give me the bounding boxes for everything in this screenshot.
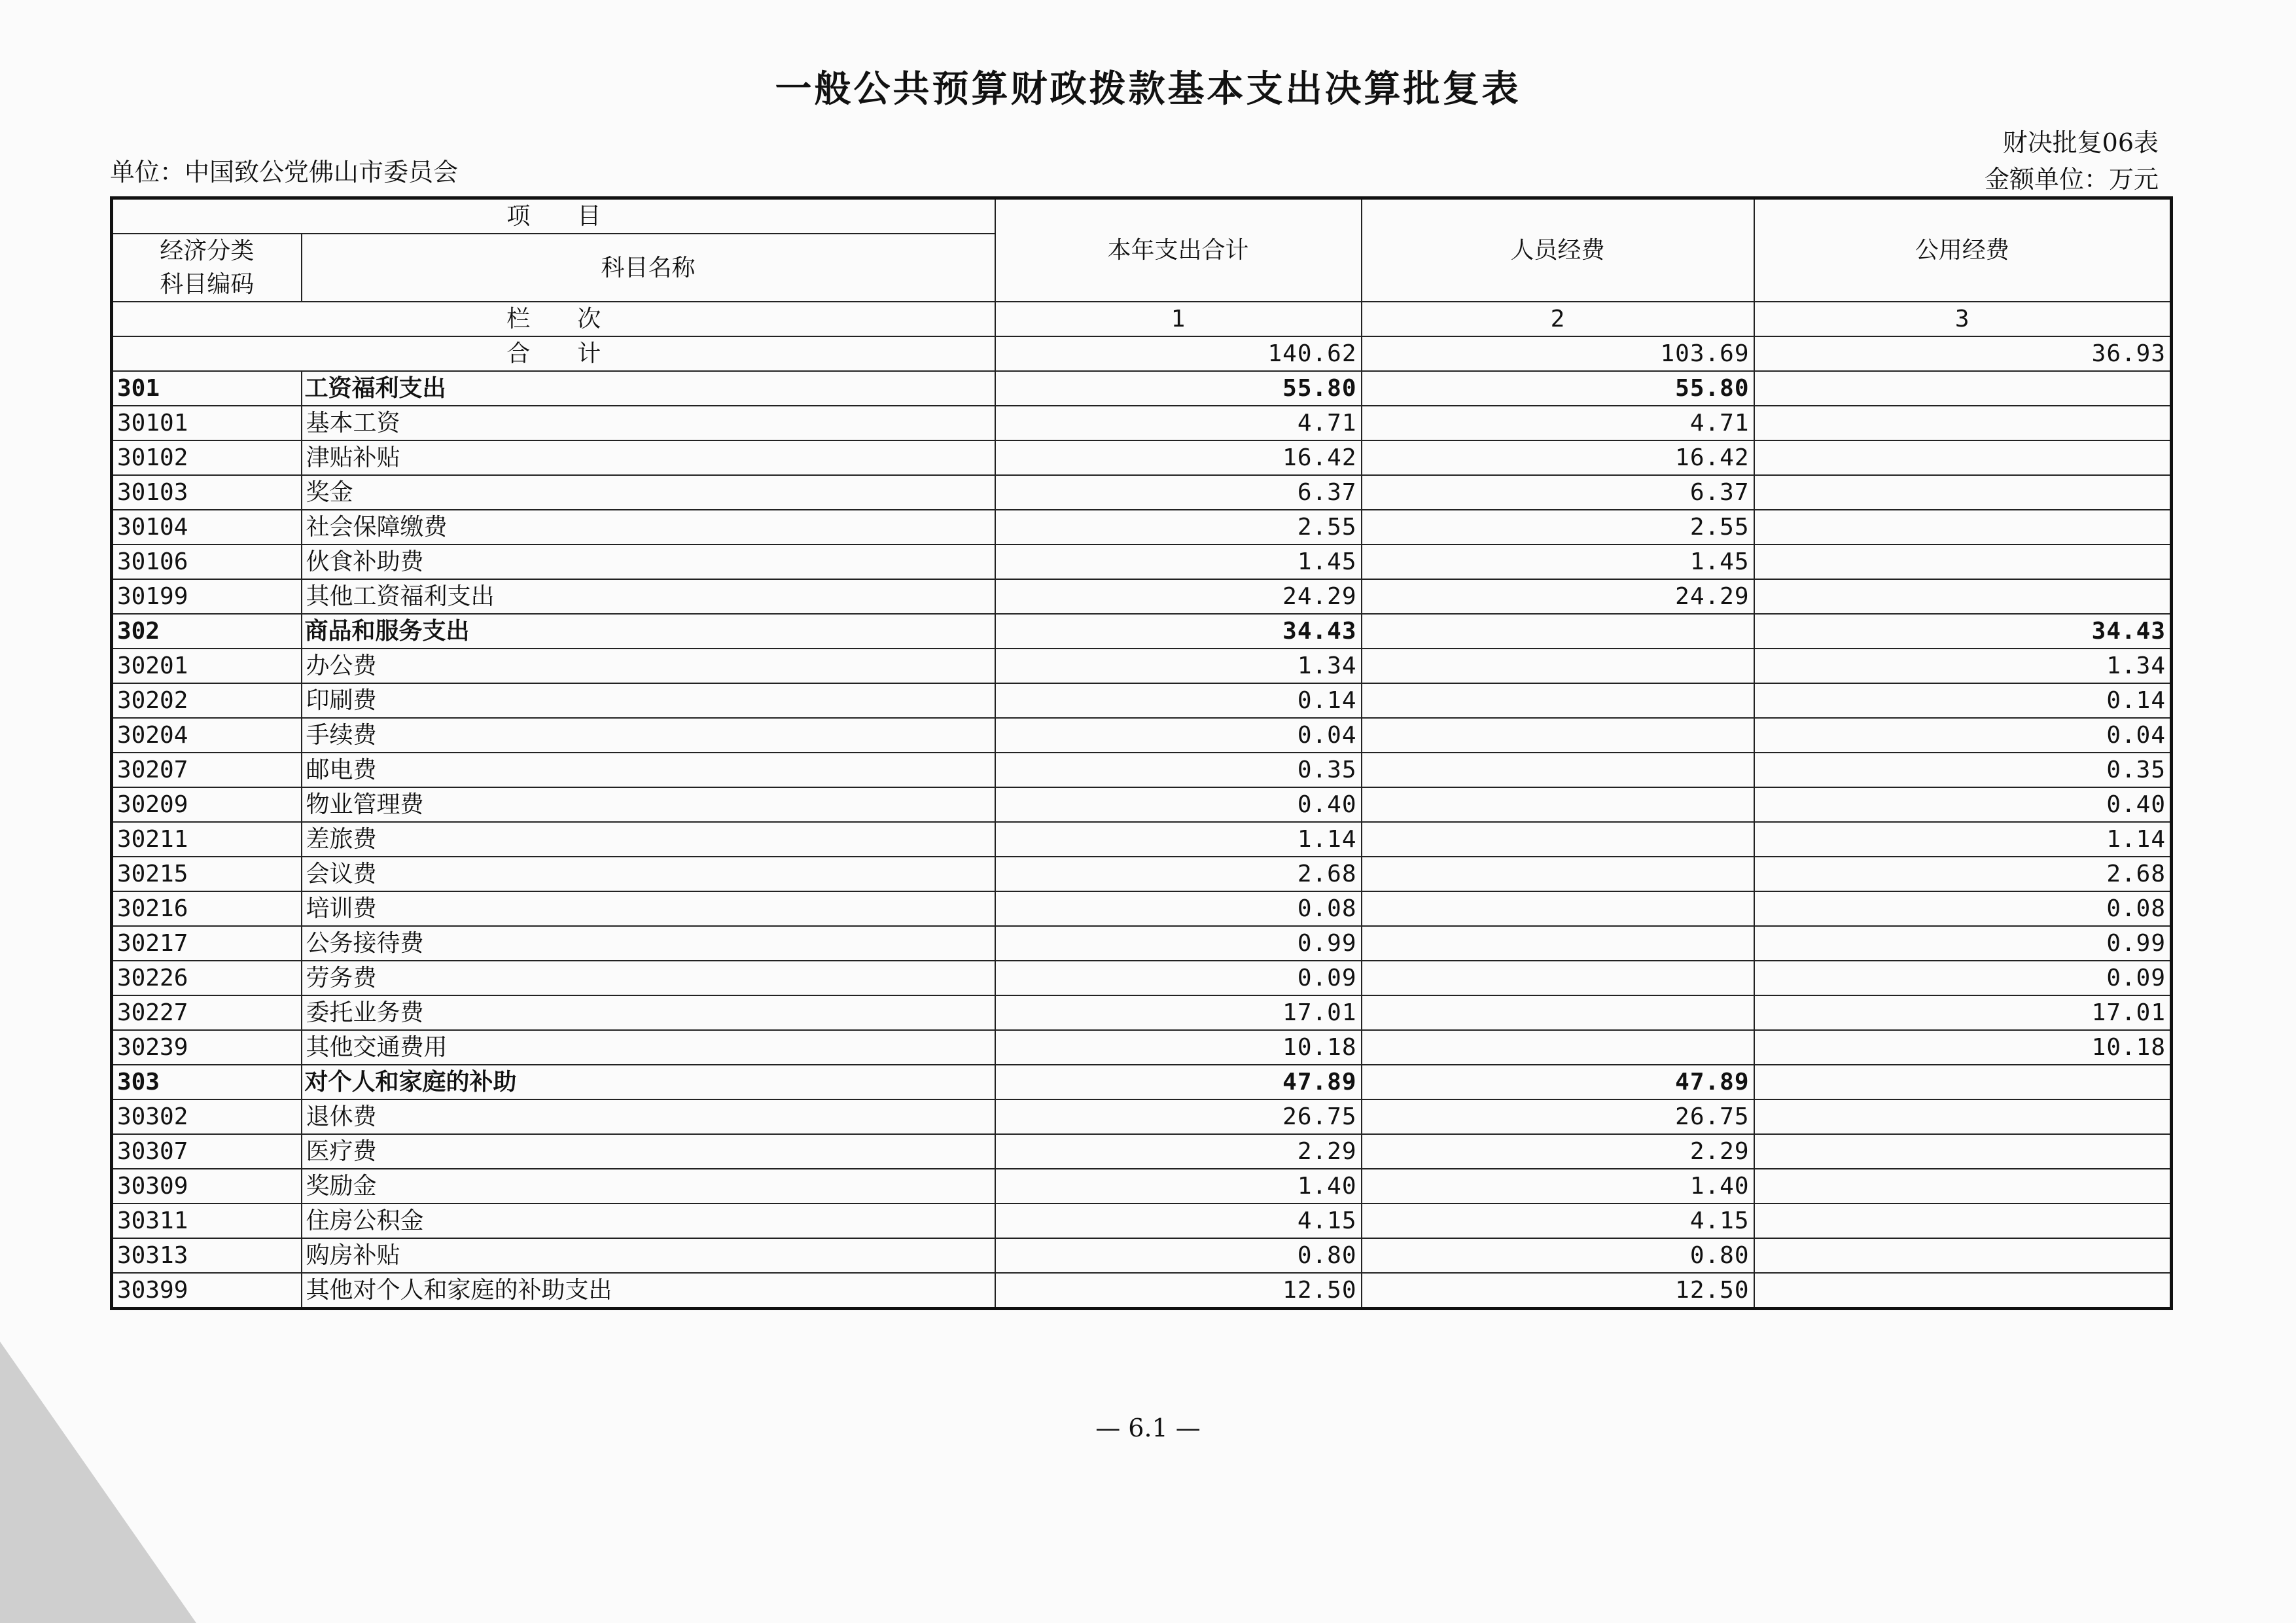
table-row xyxy=(112,440,2172,475)
total-value: 16.42 xyxy=(995,440,1362,475)
total-value: 4.71 xyxy=(995,406,1362,440)
public-value: 0.35 xyxy=(1754,753,2172,787)
total-sum: 140.62 xyxy=(995,336,1362,371)
table-row xyxy=(112,891,2172,926)
personnel-value xyxy=(1362,891,1754,926)
total-personnel: 103.69 xyxy=(1362,336,1754,371)
total-value: 2.68 xyxy=(995,857,1362,891)
total-row xyxy=(112,336,2172,371)
col-personnel-header: 人员经费 xyxy=(1362,198,1754,302)
table-row xyxy=(112,510,2172,544)
subject-code: 30307 xyxy=(112,1134,302,1169)
econ-class-line2: 科目编码 xyxy=(160,271,255,298)
total-value: 55.80 xyxy=(995,371,1362,406)
public-value xyxy=(1754,1204,2172,1238)
subject-code: 303 xyxy=(112,1065,302,1099)
public-value: 0.99 xyxy=(1754,926,2172,961)
subject-name: 公务接待费 xyxy=(302,926,995,961)
personnel-value xyxy=(1362,683,1754,718)
subject-name: 邮电费 xyxy=(302,753,995,787)
subject-code: 30309 xyxy=(112,1169,302,1204)
subject-name: 津贴补贴 xyxy=(302,440,995,475)
table-row xyxy=(112,683,2172,718)
subject-code: 30204 xyxy=(112,718,302,753)
subject-name: 其他交通费用 xyxy=(302,1030,995,1065)
public-value xyxy=(1754,1238,2172,1273)
table-row xyxy=(112,1030,2172,1065)
table-row xyxy=(112,1134,2172,1169)
public-value: 10.18 xyxy=(1754,1030,2172,1065)
col-number-3: 3 xyxy=(1754,302,2172,336)
total-value: 47.89 xyxy=(995,1065,1362,1099)
subject-name: 委托业务费 xyxy=(302,995,995,1030)
public-value xyxy=(1754,510,2172,544)
personnel-value xyxy=(1362,961,1754,995)
total-value: 2.29 xyxy=(995,1134,1362,1169)
public-value xyxy=(1754,1134,2172,1169)
subject-name: 工资福利支出 xyxy=(302,371,995,406)
table-row xyxy=(112,926,2172,961)
subject-code: 30399 xyxy=(112,1273,302,1309)
personnel-value: 16.42 xyxy=(1362,440,1754,475)
total-value: 0.35 xyxy=(995,753,1362,787)
subject-name: 手续费 xyxy=(302,718,995,753)
public-value xyxy=(1754,1169,2172,1204)
table-group-row xyxy=(112,614,2172,649)
subject-code: 30201 xyxy=(112,649,302,683)
total-public: 36.93 xyxy=(1754,336,2172,371)
table-row xyxy=(112,995,2172,1030)
subject-code: 30102 xyxy=(112,440,302,475)
subject-name: 奖励金 xyxy=(302,1169,995,1204)
personnel-value: 1.40 xyxy=(1362,1169,1754,1204)
subject-name: 医疗费 xyxy=(302,1134,995,1169)
personnel-value xyxy=(1362,822,1754,857)
personnel-value: 55.80 xyxy=(1362,371,1754,406)
public-value: 0.08 xyxy=(1754,891,2172,926)
table-row xyxy=(112,822,2172,857)
personnel-value xyxy=(1362,857,1754,891)
subject-name: 基本工资 xyxy=(302,406,995,440)
amount-unit: 金额单位：万元 xyxy=(1984,165,2159,194)
total-value: 24.29 xyxy=(995,579,1362,614)
personnel-value xyxy=(1362,787,1754,822)
subject-name: 差旅费 xyxy=(302,822,995,857)
table-row xyxy=(112,1273,2172,1309)
page-number: — 6.1 — xyxy=(1095,1414,1201,1442)
subject-code: 30217 xyxy=(112,926,302,961)
total-value: 0.08 xyxy=(995,891,1362,926)
subject-name: 对个人和家庭的补助 xyxy=(302,1065,995,1099)
total-value: 0.04 xyxy=(995,718,1362,753)
total-value: 34.43 xyxy=(995,614,1362,649)
form-info xyxy=(1985,124,2159,198)
total-label: 合 计 xyxy=(112,336,995,371)
table-row xyxy=(112,1238,2172,1273)
total-value: 4.15 xyxy=(995,1204,1362,1238)
personnel-value: 0.80 xyxy=(1362,1238,1754,1273)
subject-code: 30215 xyxy=(112,857,302,891)
econ-class-line1: 经济分类 xyxy=(160,238,255,264)
total-value: 0.99 xyxy=(995,926,1362,961)
col-total-header: 本年支出合计 xyxy=(995,198,1362,302)
public-value xyxy=(1754,475,2172,510)
public-value xyxy=(1754,1099,2172,1134)
subject-name: 退休费 xyxy=(302,1099,995,1134)
subject-code: 30302 xyxy=(112,1099,302,1134)
subject-name: 办公费 xyxy=(302,649,995,683)
public-value xyxy=(1754,440,2172,475)
total-value: 0.80 xyxy=(995,1238,1362,1273)
table-row xyxy=(112,961,2172,995)
subject-name: 社会保障缴费 xyxy=(302,510,995,544)
form-number: 财决批复06表 xyxy=(2002,128,2159,157)
public-value: 0.09 xyxy=(1754,961,2172,995)
total-value: 6.37 xyxy=(995,475,1362,510)
subject-code: 302 xyxy=(112,614,302,649)
personnel-value: 6.37 xyxy=(1362,475,1754,510)
public-value: 0.14 xyxy=(1754,683,2172,718)
subject-name: 购房补贴 xyxy=(302,1238,995,1273)
subject-code: 30202 xyxy=(112,683,302,718)
public-value xyxy=(1754,1273,2172,1309)
total-value: 0.40 xyxy=(995,787,1362,822)
subject-code: 30313 xyxy=(112,1238,302,1273)
subject-name: 劳务费 xyxy=(302,961,995,995)
subject-name: 奖金 xyxy=(302,475,995,510)
col-number-1: 1 xyxy=(995,302,1362,336)
subject-code: 30103 xyxy=(112,475,302,510)
personnel-value: 2.29 xyxy=(1362,1134,1754,1169)
table-row xyxy=(112,718,2172,753)
column-order-row xyxy=(112,302,2172,336)
expenditure-table xyxy=(110,196,2173,1310)
personnel-value: 1.45 xyxy=(1362,544,1754,579)
subject-code: 30216 xyxy=(112,891,302,926)
subject-name: 物业管理费 xyxy=(302,787,995,822)
table-row xyxy=(112,579,2172,614)
table-row xyxy=(112,1099,2172,1134)
subject-name: 商品和服务支出 xyxy=(302,614,995,649)
personnel-value xyxy=(1362,926,1754,961)
total-value: 0.09 xyxy=(995,961,1362,995)
table-row xyxy=(112,787,2172,822)
reporting-unit: 单位：中国致公党佛山市委员会 xyxy=(110,158,459,187)
subject-code: 30199 xyxy=(112,579,302,614)
subject-code: 30226 xyxy=(112,961,302,995)
personnel-value: 24.29 xyxy=(1362,579,1754,614)
table-row xyxy=(112,406,2172,440)
personnel-value xyxy=(1362,614,1754,649)
column-order-label: 栏 次 xyxy=(112,302,995,336)
total-value: 1.40 xyxy=(995,1169,1362,1204)
public-value: 34.43 xyxy=(1754,614,2172,649)
personnel-value xyxy=(1362,718,1754,753)
subject-name: 伙食补助费 xyxy=(302,544,995,579)
subject-code: 301 xyxy=(112,371,302,406)
subject-name: 印刷费 xyxy=(302,683,995,718)
personnel-value: 26.75 xyxy=(1362,1099,1754,1134)
subject-code: 30207 xyxy=(112,753,302,787)
total-value: 12.50 xyxy=(995,1273,1362,1309)
public-value xyxy=(1754,1065,2172,1099)
table-group-row xyxy=(112,1065,2172,1099)
public-value: 2.68 xyxy=(1754,857,2172,891)
project-header: 项 目 xyxy=(112,198,995,234)
subject-name-header: 科目名称 xyxy=(302,234,995,302)
total-value: 1.34 xyxy=(995,649,1362,683)
subject-code: 30106 xyxy=(112,544,302,579)
public-value: 1.14 xyxy=(1754,822,2172,857)
col-number-2: 2 xyxy=(1362,302,1754,336)
public-value xyxy=(1754,371,2172,406)
personnel-value: 4.15 xyxy=(1362,1204,1754,1238)
subject-code: 30209 xyxy=(112,787,302,822)
total-value: 26.75 xyxy=(995,1099,1362,1134)
total-value: 10.18 xyxy=(995,1030,1362,1065)
personnel-value xyxy=(1362,753,1754,787)
subject-code: 30104 xyxy=(112,510,302,544)
subject-name: 其他工资福利支出 xyxy=(302,579,995,614)
table-row xyxy=(112,544,2172,579)
total-value: 17.01 xyxy=(995,995,1362,1030)
econ-class-header xyxy=(112,234,302,302)
personnel-value: 2.55 xyxy=(1362,510,1754,544)
table-group-row xyxy=(112,371,2172,406)
public-value: 0.04 xyxy=(1754,718,2172,753)
total-value: 1.45 xyxy=(995,544,1362,579)
folded-corner xyxy=(0,1342,196,1623)
subject-name: 其他对个人和家庭的补助支出 xyxy=(302,1273,995,1309)
table-row xyxy=(112,475,2172,510)
header-project-row xyxy=(112,198,2172,234)
subject-name: 住房公积金 xyxy=(302,1204,995,1238)
public-value: 17.01 xyxy=(1754,995,2172,1030)
subject-name: 培训费 xyxy=(302,891,995,926)
total-value: 1.14 xyxy=(995,822,1362,857)
subject-code: 30311 xyxy=(112,1204,302,1238)
subject-code: 30101 xyxy=(112,406,302,440)
subject-code: 30227 xyxy=(112,995,302,1030)
col-public-header: 公用经费 xyxy=(1754,198,2172,302)
personnel-value: 12.50 xyxy=(1362,1273,1754,1309)
personnel-value: 4.71 xyxy=(1362,406,1754,440)
public-value xyxy=(1754,544,2172,579)
total-value: 0.14 xyxy=(995,683,1362,718)
subject-name: 会议费 xyxy=(302,857,995,891)
personnel-value xyxy=(1362,995,1754,1030)
personnel-value xyxy=(1362,1030,1754,1065)
public-value: 1.34 xyxy=(1754,649,2172,683)
personnel-value xyxy=(1362,649,1754,683)
table-row xyxy=(112,649,2172,683)
personnel-value: 47.89 xyxy=(1362,1065,1754,1099)
table-row xyxy=(112,1169,2172,1204)
table-row xyxy=(112,753,2172,787)
public-value xyxy=(1754,406,2172,440)
subject-code: 30211 xyxy=(112,822,302,857)
table-row xyxy=(112,857,2172,891)
total-value: 2.55 xyxy=(995,510,1362,544)
public-value xyxy=(1754,579,2172,614)
public-value: 0.40 xyxy=(1754,787,2172,822)
page-title: 一般公共预算财政拨款基本支出决算批复表 xyxy=(775,68,1521,111)
subject-code: 30239 xyxy=(112,1030,302,1065)
table-row xyxy=(112,1204,2172,1238)
